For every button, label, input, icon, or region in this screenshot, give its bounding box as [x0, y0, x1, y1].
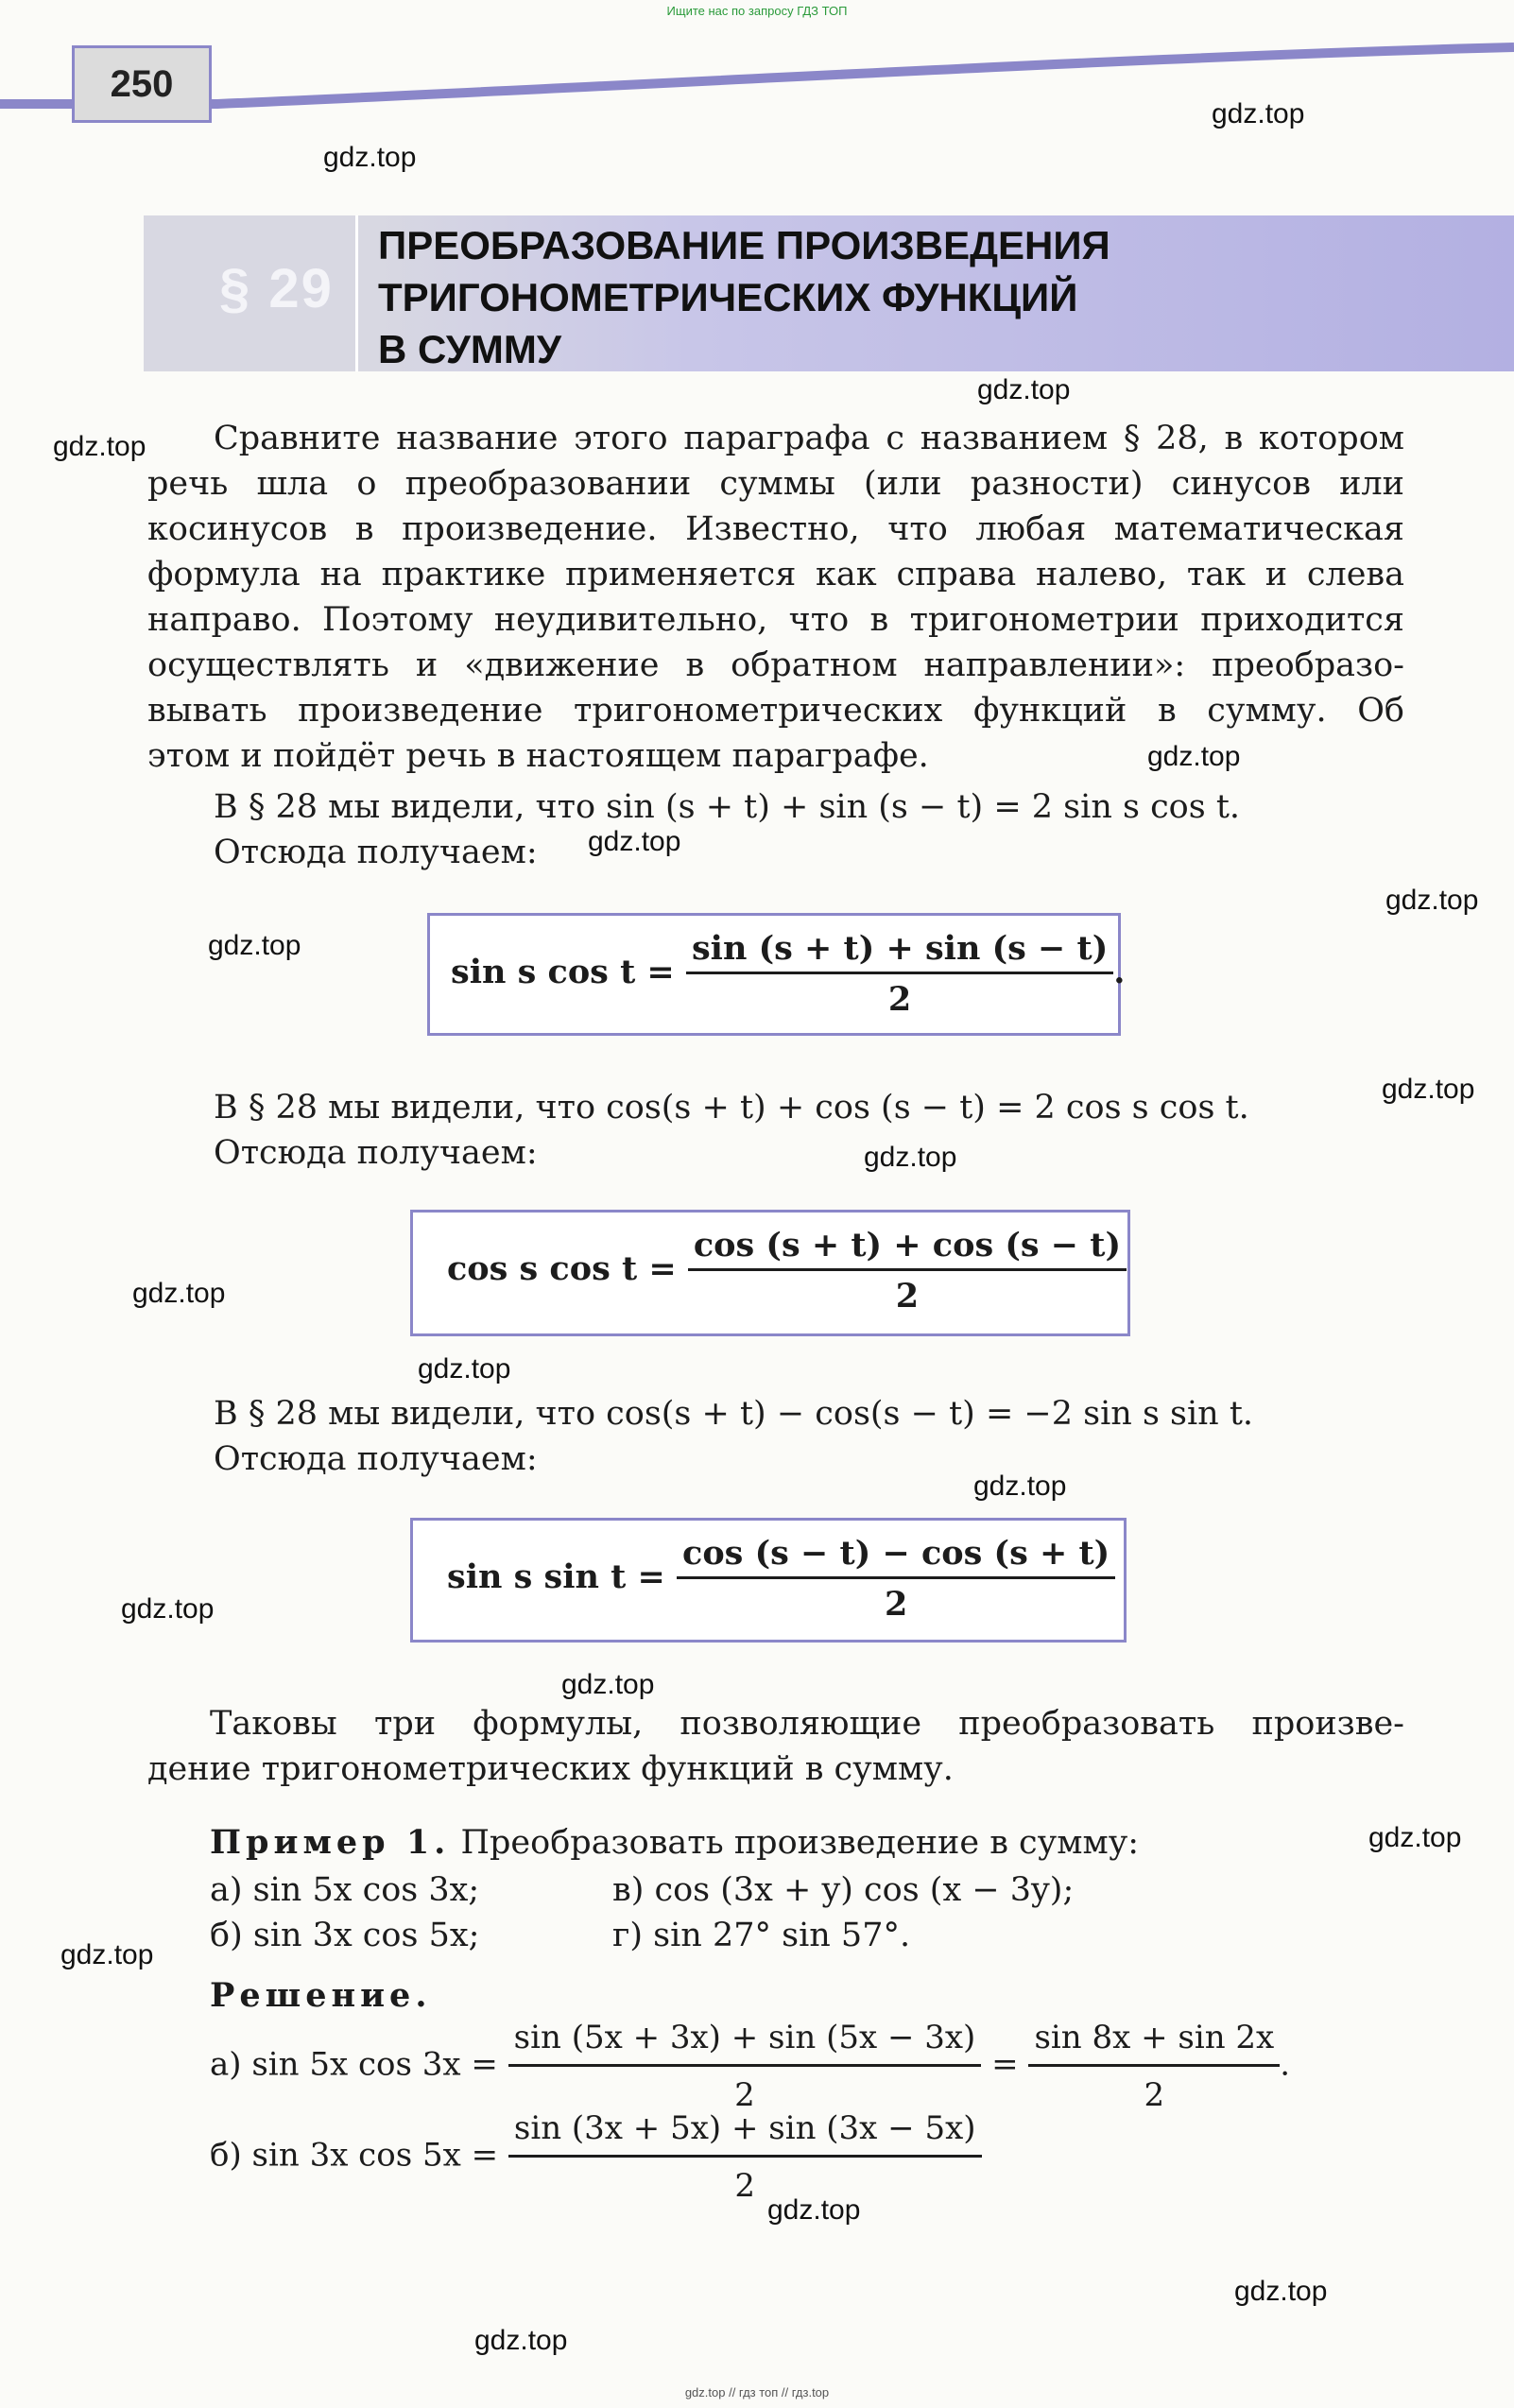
formula-lhs: sin s sin t =	[447, 1557, 665, 1596]
text-line: дение тригонометрических функций в сумму.	[147, 1750, 954, 1788]
solution-fraction	[508, 2015, 982, 2118]
formula-denominator: 2	[895, 1277, 920, 1316]
statement-lead: Отсюда получаем:	[214, 834, 538, 871]
solution-fraction	[508, 2106, 982, 2209]
section-title-line: ТРИГОНОМЕТРИЧЕСКИХ ФУНКЦИЙ	[378, 275, 1078, 319]
section-number: § 29	[219, 258, 334, 319]
watermark: gdz.top	[323, 142, 417, 173]
watermark: gdz.top	[864, 1142, 957, 1173]
watermark: gdz.top	[474, 2325, 568, 2356]
solution-numerator: sin (3x + 5x) + sin (3x − 5x)	[508, 2106, 982, 2158]
section-title-line: ПРЕОБРАЗОВАНИЕ ПРОИЗВЕДЕНИЯ	[378, 223, 1110, 267]
watermark: gdz.top	[1385, 885, 1479, 916]
statement: В § 28 мы видели, что sin (s + t) + sin (s − t) = 2 sin s cos t.	[214, 788, 1241, 826]
example-item: б) sin 3x cos 5x;	[210, 1917, 480, 1954]
text-line: речь шла о преобразовании суммы (или разности) синусов или	[147, 465, 1404, 503]
solution-fraction	[1028, 2015, 1280, 2118]
formula-fraction	[688, 1226, 1127, 1316]
solution-denominator: 2	[734, 2076, 755, 2114]
text-line: косинусов в произведение. Известно, что любая математическая	[147, 510, 1404, 548]
watermark: gdz.top	[977, 374, 1071, 405]
text-line: формула на практике применяется как справа налево, так и слева	[147, 556, 1404, 593]
formula-lhs: cos s cos t =	[447, 1249, 677, 1288]
page-number: 250	[72, 45, 212, 123]
watermark: gdz.top	[132, 1278, 226, 1309]
text-line: Таковы три формулы, позволяющие преобразовать произве-	[210, 1705, 1404, 1743]
formula-denominator: 2	[887, 980, 912, 1019]
watermark: gdz.top	[561, 1669, 655, 1700]
bottom-note: gdz.top // гдз топ // гдз.top	[684, 2385, 830, 2399]
watermark: gdz.top	[1212, 98, 1305, 129]
watermark: gdz.top	[588, 826, 681, 857]
watermark: gdz.top	[418, 1353, 511, 1385]
banner-divider	[355, 215, 358, 371]
example-task: Преобразовать произведение в сумму:	[460, 1824, 1140, 1862]
watermark: gdz.top	[1368, 1822, 1462, 1853]
text-line: Сравните название этого параграфа с названием § 28, в котором	[214, 420, 1404, 457]
statement-lead: Отсюда получаем:	[214, 1440, 538, 1478]
solution-label: Решение.	[210, 1976, 432, 2015]
solution-numerator: sin (5x + 3x) + sin (5x − 3x)	[508, 2015, 982, 2067]
watermark: gdz.top	[1234, 2276, 1328, 2307]
watermark: gdz.top	[1382, 1074, 1475, 1105]
section-title	[378, 219, 1110, 375]
formula-lhs: sin s cos t =	[451, 953, 675, 991]
statement-lead: Отсюда получаем:	[214, 1134, 538, 1172]
solution-denominator: 2	[1144, 2076, 1165, 2114]
formula-end: .	[1113, 953, 1126, 991]
formula-fraction	[677, 1534, 1115, 1624]
example-label: Пример 1.	[210, 1823, 451, 1862]
text-line: этом и пойдёт речь в настоящем параграфе.	[147, 737, 929, 775]
watermark: gdz.top	[973, 1471, 1067, 1502]
solution-denominator: 2	[734, 2167, 756, 2205]
formula-fraction	[686, 929, 1113, 1019]
solution-lhs: б) sin 3x cos 5x =	[210, 2136, 499, 2175]
watermark: gdz.top	[767, 2194, 861, 2226]
solution-end: .	[1280, 2045, 1291, 2084]
formula-box	[427, 913, 1126, 1036]
formula-numerator: cos (s − t) − cos (s + t)	[677, 1534, 1115, 1579]
formula-box	[410, 1518, 1127, 1643]
section-title-line: В СУММУ	[378, 327, 562, 371]
example-item: а) sin 5x cos 3x;	[210, 1871, 480, 1909]
example-heading	[210, 1820, 1139, 1866]
summary-paragraph	[147, 1701, 1404, 1792]
formula-numerator: sin (s + t) + sin (s − t)	[686, 929, 1113, 974]
solution-lhs: а) sin 5x cos 3x =	[210, 2045, 498, 2084]
statement: В § 28 мы видели, что cos(s + t) − cos(s − t) = −2 sin s sin t.	[214, 1395, 1254, 1433]
text-line: направо. Поэтому неудивительно, что в тригонометрии приходится	[147, 601, 1404, 639]
watermark: gdz.top	[121, 1593, 215, 1625]
formula-denominator: 2	[884, 1585, 908, 1624]
text-line: вывать произведение тригонометрических функций в сумму. Об	[147, 692, 1404, 730]
statement: В § 28 мы видели, что cos(s + t) + cos (s − t) = 2 cos s cos t.	[214, 1089, 1249, 1127]
example-item: г) sin 27° sin 57°.	[612, 1917, 911, 1954]
watermark: gdz.top	[60, 1939, 154, 1970]
example-item: в) cos (3x + y) cos (x − 3y);	[612, 1871, 1075, 1909]
text-line: осуществлять и «движение в обратном направлении»: преобразо-	[147, 646, 1404, 684]
watermark: gdz.top	[53, 431, 146, 462]
intro-paragraph	[147, 416, 1404, 779]
solution-a	[210, 2015, 1290, 2118]
watermark: gdz.top	[208, 930, 301, 961]
formula-numerator: cos (s + t) + cos (s − t)	[688, 1226, 1127, 1271]
solution-numerator: sin 8x + sin 2x	[1028, 2015, 1280, 2067]
solution-equals: =	[991, 2045, 1019, 2084]
solution-b	[210, 2106, 982, 2209]
section-banner	[144, 215, 1514, 371]
watermark: gdz.top	[1147, 741, 1241, 772]
top-note: Ищите нас по запросу ГДЗ ТОП	[666, 4, 848, 18]
formula-box	[410, 1210, 1130, 1336]
